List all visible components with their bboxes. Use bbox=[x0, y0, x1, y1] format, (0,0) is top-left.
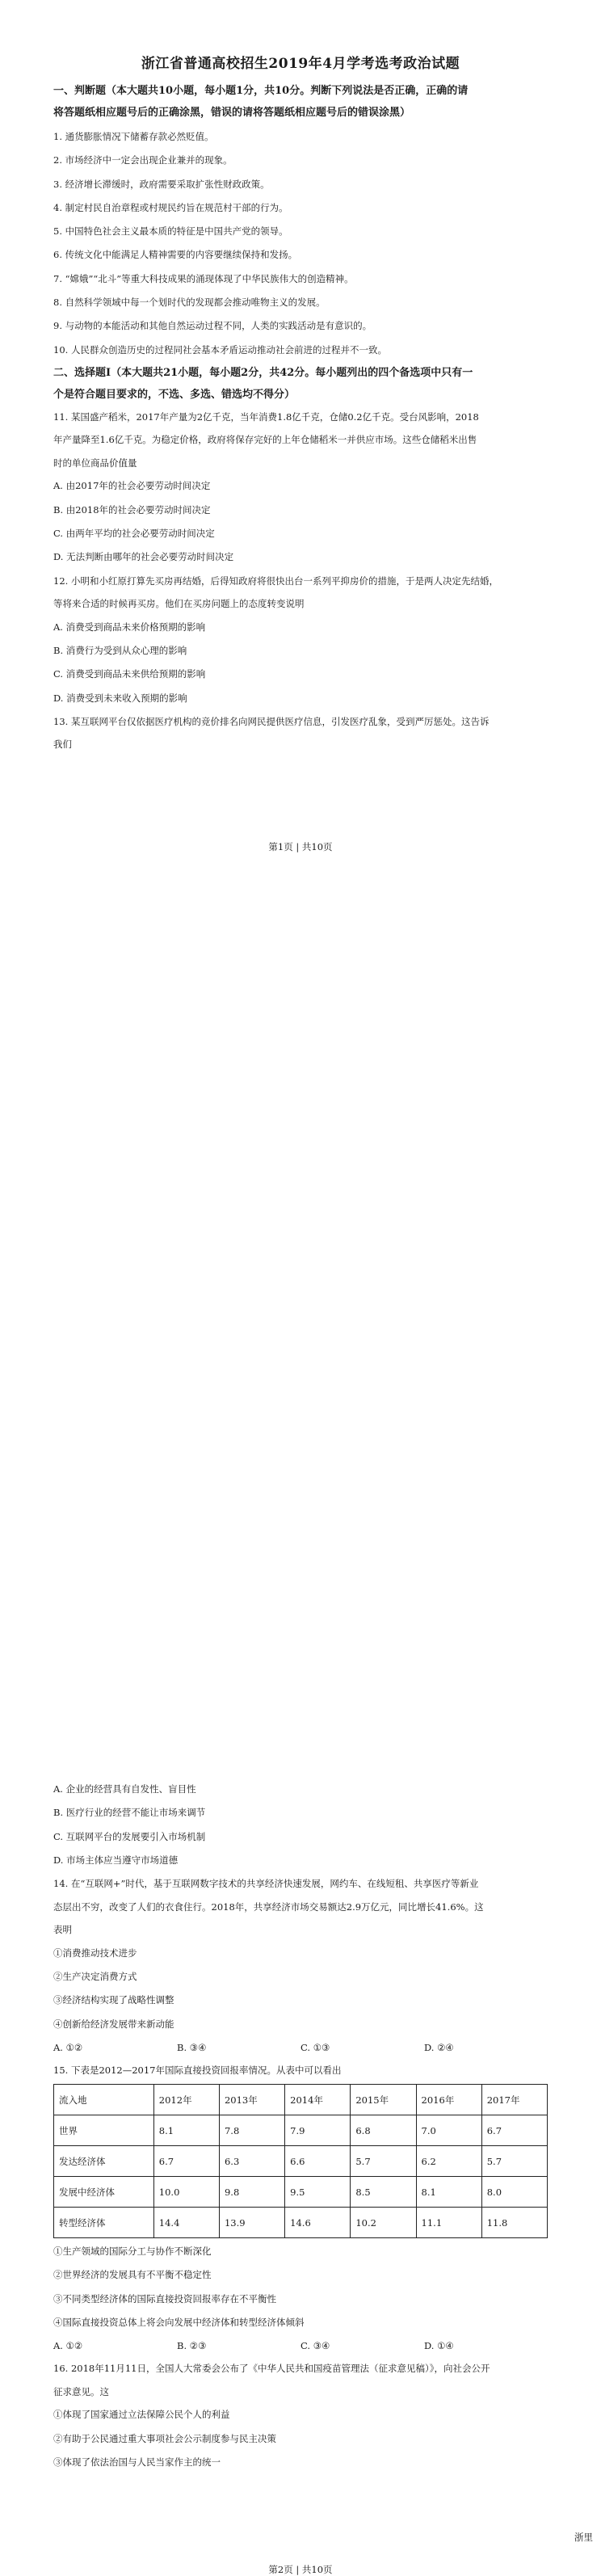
page-footer-2: 第2页 | 共10页 bbox=[268, 2564, 333, 2575]
table-cell: 6.6 bbox=[285, 2146, 351, 2177]
question-13-options bbox=[53, 1778, 548, 1872]
table-cell: 5.7 bbox=[351, 2146, 416, 2177]
table-cell: 7.8 bbox=[219, 2115, 284, 2146]
table-cell: 6.7 bbox=[153, 2146, 219, 2177]
judgment-item: 4. 制定村民自治章程或村规民约旨在规范村干部的行为。 bbox=[53, 201, 288, 213]
judgment-item: 5. 中国特色社会主义最本质的特征是中国共产党的领导。 bbox=[53, 225, 288, 238]
table-cell: 7.0 bbox=[416, 2115, 481, 2146]
question-11-stem: 年产量降至1.6亿千克。为稳定价格，政府将保存完好的上年仓储稻米一并供应市场。这些仓储稻米出售 bbox=[53, 434, 477, 446]
question-13-stem: 13. 某互联网平台仅依据医疗机构的竞价排名向网民提供医疗信息，引发医疗乱象，受到严厉惩处。这告诉 bbox=[53, 715, 490, 727]
judgment-item: 8. 自然科学领域中每一个划时代的发现都会推动唯物主义的发展。 bbox=[53, 297, 326, 309]
statement-item: ①消费推动技术进步 bbox=[53, 1947, 137, 1959]
table-cell: 发达经济体 bbox=[54, 2146, 154, 2177]
statement-item: ②有助于公民通过重大事项社会公示制度参与民主决策 bbox=[53, 2432, 276, 2444]
exam-page-2 bbox=[0, 879, 601, 2575]
statement-item: ③体现了依法治国与人民当家作主的统一 bbox=[53, 2456, 221, 2468]
option-b: B. 医疗行业的经营不能让市场来调节 bbox=[53, 1807, 206, 1819]
table-cell: 14.6 bbox=[285, 2208, 351, 2238]
table-header-row bbox=[54, 2085, 548, 2115]
table-header-cell: 2012年 bbox=[153, 2085, 219, 2115]
table-cell: 8.1 bbox=[153, 2115, 219, 2146]
question-12-stem: 等将来合适的时候再买房。他们在买房问题上的态度转变说明 bbox=[53, 598, 305, 610]
table-cell: 发展中经济体 bbox=[54, 2177, 154, 2208]
statement-item: ①体现了国家通过立法保障公民个人的利益 bbox=[53, 2409, 230, 2421]
table-header-cell: 流入地 bbox=[54, 2085, 154, 2115]
statement-item: ②生产决定消费方式 bbox=[53, 1970, 137, 1982]
exam-title: 浙江省普通高校招生2019年4月学考选考政治试题 bbox=[141, 56, 460, 72]
option-a: A. ①② bbox=[53, 2340, 83, 2352]
table-cell: 转型经济体 bbox=[54, 2208, 154, 2238]
option-b: B. ③④ bbox=[177, 2041, 207, 2053]
judgment-item: 7. “嫦娥”“北斗”等重大科技成果的涌现体现了中华民族伟大的创造精神。 bbox=[53, 272, 354, 284]
corner-watermark-text: 浙里 bbox=[574, 2532, 593, 2543]
table-cell: 14.4 bbox=[153, 2208, 219, 2238]
question-12-stem: 12. 小明和小红原打算先买房再结婚，后得知政府将很快出台一系列平抑房价的措施，于是两人决定先结婚， bbox=[53, 575, 498, 587]
exam-page-1 bbox=[0, 0, 601, 879]
judgment-item: 2. 市场经济中一定会出现企业兼并的现象。 bbox=[53, 154, 233, 166]
option-a: A. 企业的经营具有自发性、盲目性 bbox=[53, 1783, 196, 1795]
option-c: C. 由两年平均的社会必要劳动时间决定 bbox=[53, 528, 215, 540]
table-cell: 11.8 bbox=[481, 2208, 547, 2238]
option-a: A. ①② bbox=[53, 2041, 83, 2053]
table-cell: 7.9 bbox=[285, 2115, 351, 2146]
statement-item: ③不同类型经济体的国际直接投资回报率存在不平衡性 bbox=[53, 2292, 276, 2305]
question-13-stem: 我们 bbox=[53, 739, 72, 751]
question-15-stem: 15. 下表是2012—2017年国际直接投资回报率情况。从表中可以看出 bbox=[53, 2064, 342, 2076]
table-header-cell: 2013年 bbox=[219, 2085, 284, 2115]
section-2-header-line-1: 二、选择题Ⅰ（本大题共21小题，每小题2分，共42分。每小题列出的四个备选项中只有一 bbox=[53, 366, 473, 379]
option-d: D. ②④ bbox=[424, 2041, 454, 2053]
table-cell: 9.5 bbox=[285, 2177, 351, 2208]
option-c: C. 消费受到商品未来供给预期的影响 bbox=[53, 668, 206, 680]
question-16-stem: 16. 2018年11月11日，全国人大常委会公布了《中华人民共和国疫苗管理法（征求意见稿）》，向社会公开 bbox=[53, 2363, 490, 2375]
table-cell: 世界 bbox=[54, 2115, 154, 2146]
option-d: D. 市场主体应当遵守市场道德 bbox=[53, 1854, 179, 1866]
judgment-item: 9. 与动物的本能活动和其他自然运动过程不同，人类的实践活动是有意识的。 bbox=[53, 320, 372, 332]
table-cell: 6.3 bbox=[219, 2146, 284, 2177]
table-header-cell: 2016年 bbox=[416, 2085, 481, 2115]
judgment-list bbox=[53, 125, 548, 362]
page-1-content bbox=[53, 52, 548, 756]
judgment-item: 10. 人民群众创造历史的过程同社会基本矛盾运动推动社会前进的过程并不一致。 bbox=[53, 343, 387, 356]
table-row bbox=[54, 2177, 548, 2208]
table-cell: 8.1 bbox=[416, 2177, 481, 2208]
table-cell: 9.8 bbox=[219, 2177, 284, 2208]
question-13 bbox=[53, 710, 548, 756]
statement-item: ②世界经济的发展具有不平衡不稳定性 bbox=[53, 2269, 212, 2281]
option-b: B. ②③ bbox=[177, 2340, 207, 2352]
question-16-stem: 征求意见。这 bbox=[53, 2385, 109, 2397]
page-footer-1: 第1页 | 共10页 bbox=[268, 841, 333, 852]
table-header-cell: 2017年 bbox=[481, 2085, 547, 2115]
section-1-header-line-1: 一、判断题（本大题共10小题，每小题1分，共10分。判断下列说法是否正确，正确的请 bbox=[53, 85, 469, 97]
option-b: B. 由2018年的社会必要劳动时间决定 bbox=[53, 503, 211, 516]
statement-item: ④创新给经济发展带来新动能 bbox=[53, 2018, 174, 2030]
page-2-content bbox=[53, 1778, 548, 2474]
option-c: C. ③④ bbox=[300, 2340, 330, 2352]
table-cell: 6.2 bbox=[416, 2146, 481, 2177]
option-c: C. ①③ bbox=[300, 2041, 330, 2053]
question-11-stem: 11. 某国盛产稻米，2017年产量为2亿千克，当年消费1.8亿千克，仓储0.2亿千克。受台风影响，2018 bbox=[53, 410, 479, 423]
question-12 bbox=[53, 570, 548, 710]
question-15 bbox=[53, 2059, 548, 2357]
option-d: D. 消费受到未来收入预期的影响 bbox=[53, 692, 187, 704]
table-cell: 11.1 bbox=[416, 2208, 481, 2238]
judgment-item: 1. 通货膨胀情况下储蓄存款必然贬值。 bbox=[53, 131, 214, 142]
question-11 bbox=[53, 406, 548, 570]
question-14-options bbox=[53, 2036, 548, 2059]
table-cell: 8.0 bbox=[481, 2177, 547, 2208]
option-d: D. ①④ bbox=[424, 2340, 454, 2352]
table-cell: 10.0 bbox=[153, 2177, 219, 2208]
section-2-header-line-2: 个是符合题目要求的，不选、多选、错选均不得分） bbox=[53, 388, 296, 401]
option-d: D. 无法判断由哪年的社会必要劳动时间决定 bbox=[53, 551, 234, 563]
table-cell: 5.7 bbox=[481, 2146, 547, 2177]
judgment-item: 3. 经济增长滞缓时，政府需要采取扩张性财政政策。 bbox=[53, 178, 270, 190]
fdi-return-table bbox=[53, 2084, 548, 2238]
option-a: A. 消费受到商品未来价格预期的影响 bbox=[53, 621, 206, 633]
statement-item: ③经济结构实现了战略性调整 bbox=[53, 1994, 174, 2006]
section-1-header-line-2: 将答题纸相应题号后的正确涂黑，错误的请将答题纸相应题号后的错误涂黑） bbox=[53, 107, 411, 119]
table-header-cell: 2015年 bbox=[351, 2085, 416, 2115]
question-14-stem: 14. 在“互联网+”时代，基于互联网数字技术的共享经济快速发展，网约车、在线短租、共享医疗等新业 bbox=[53, 1878, 479, 1890]
table-row bbox=[54, 2115, 548, 2146]
table-row bbox=[54, 2146, 548, 2177]
statement-item: ④国际直接投资总体上将会向发展中经济体和转型经济体倾斜 bbox=[53, 2317, 305, 2329]
table-cell: 13.9 bbox=[219, 2208, 284, 2238]
question-16 bbox=[53, 2357, 548, 2474]
table-row bbox=[54, 2208, 548, 2238]
option-b: B. 消费行为受到从众心理的影响 bbox=[53, 644, 187, 656]
question-14-stem: 表明 bbox=[53, 1924, 72, 1936]
table-cell: 10.2 bbox=[351, 2208, 416, 2238]
question-14-stem: 态层出不穷，改变了人们的衣食住行。2018年，共享经济市场交易额达2.9万亿元，同比增长41.6%。这 bbox=[53, 1900, 484, 1913]
question-14 bbox=[53, 1872, 548, 2059]
question-15-options bbox=[53, 2334, 548, 2357]
option-c: C. 互联网平台的发展要引入市场机制 bbox=[53, 1830, 206, 1842]
table-header-cell: 2014年 bbox=[285, 2085, 351, 2115]
judgment-item: 6. 传统文化中能满足人精神需要的内容要继续保持和发扬。 bbox=[53, 249, 298, 261]
table-cell: 8.5 bbox=[351, 2177, 416, 2208]
option-a: A. 由2017年的社会必要劳动时间决定 bbox=[53, 480, 211, 492]
table-cell: 6.8 bbox=[351, 2115, 416, 2146]
table-cell: 6.7 bbox=[481, 2115, 547, 2146]
statement-item: ①生产领域的国际分工与协作不断深化 bbox=[53, 2246, 212, 2258]
question-11-stem: 时的单位商品价值量 bbox=[53, 457, 137, 469]
